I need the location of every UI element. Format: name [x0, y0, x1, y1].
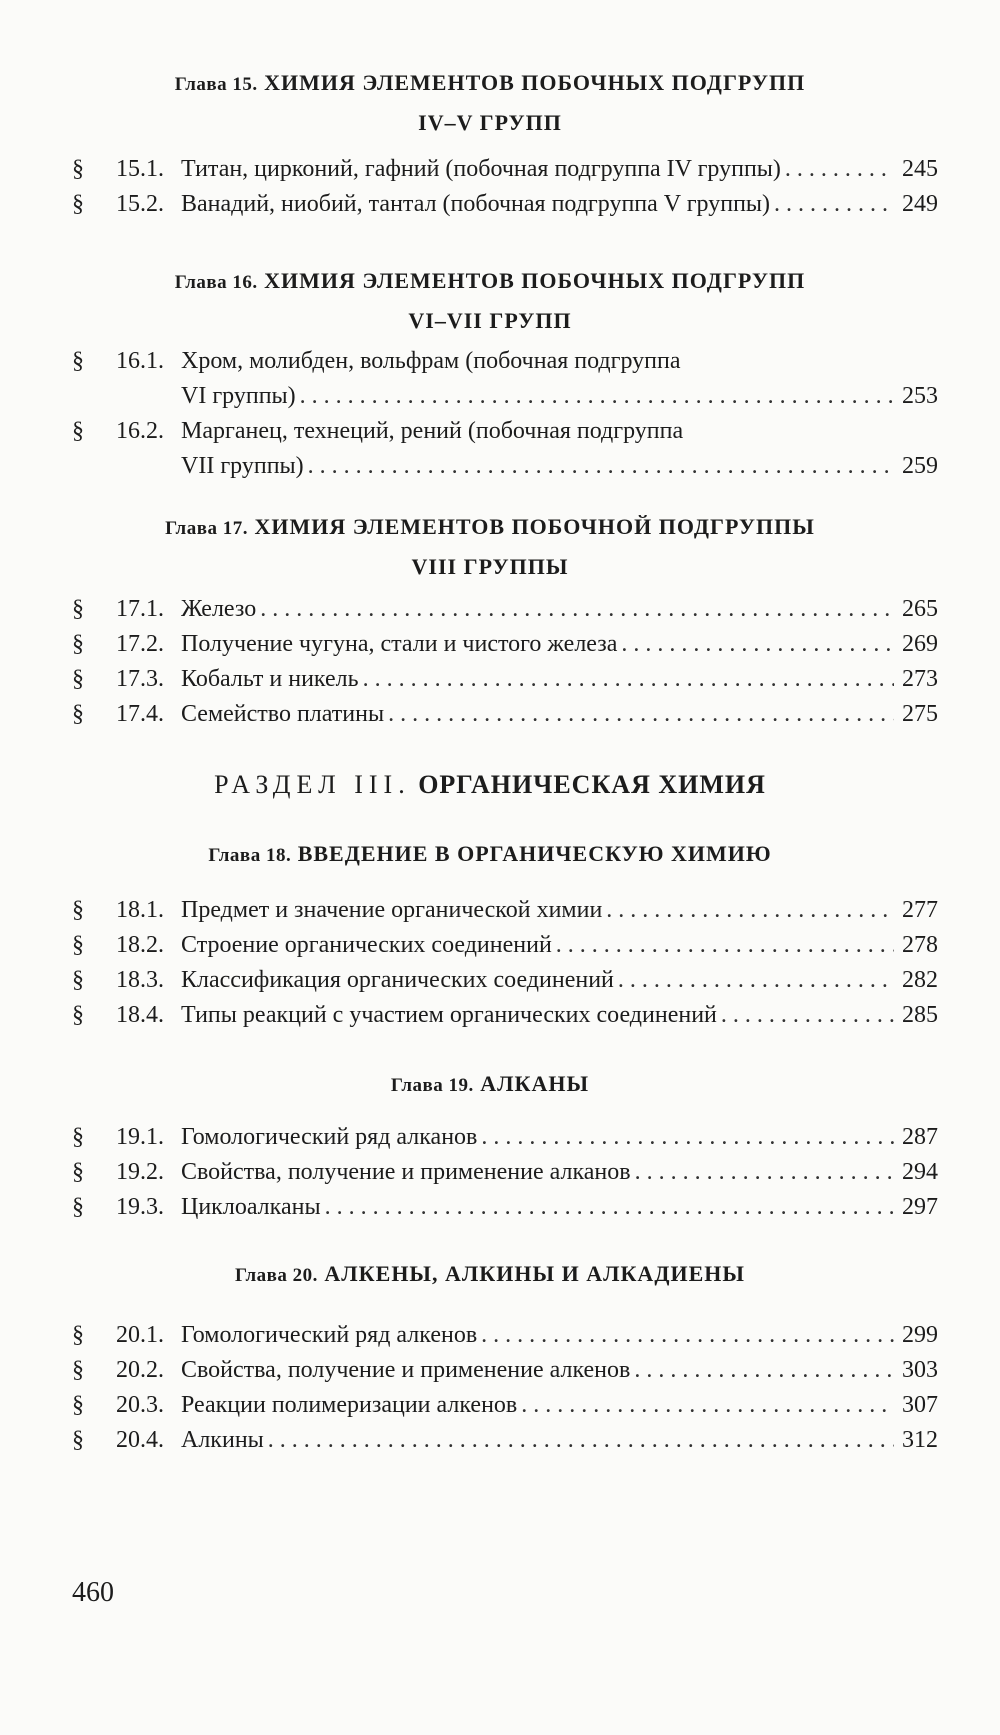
chapter-16-title-line1 [100, 262, 880, 302]
section-symbol: § [72, 1322, 84, 1348]
toc-entry[interactable] [72, 1120, 938, 1155]
section-symbol: § [72, 932, 84, 958]
entry-number: 20.4. [116, 1427, 164, 1453]
toc-entry[interactable] [72, 963, 938, 998]
toc-entry[interactable] [72, 152, 938, 187]
chapter-15-prefix: Глава 15. [174, 74, 258, 95]
entry-title: Кобальт и никель [181, 666, 359, 692]
entry-page: 287 [902, 1124, 938, 1150]
chapter-16-heading [100, 262, 880, 340]
section-symbol: § [72, 666, 84, 692]
leader-dots [618, 963, 894, 998]
toc-entry[interactable] [72, 1190, 938, 1225]
toc-entry[interactable] [72, 662, 938, 697]
entry-number: 20.1. [116, 1322, 164, 1348]
chapter-17-title-line1 [100, 508, 880, 548]
entry-title: Хром, молибден, вольфрам (побочная подгруппа [181, 348, 681, 374]
leader-dots [606, 893, 894, 928]
entry-number: 17.2. [116, 631, 164, 657]
chapter-15-title: ХИМИЯ ЭЛЕМЕНТОВ ПОБОЧНЫХ ПОДГРУПП [264, 70, 806, 95]
leader-dots [621, 627, 894, 662]
part-title: ОРГАНИЧЕСКАЯ ХИМИЯ [418, 770, 766, 799]
toc-entry[interactable] [72, 928, 938, 963]
toc-entry[interactable] [72, 1318, 938, 1353]
entry-number: 18.2. [116, 932, 164, 958]
section-symbol: § [72, 596, 84, 622]
leader-dots [721, 998, 894, 1033]
chapter-16-prefix: Глава 16. [174, 272, 258, 293]
entry-page: 303 [902, 1357, 938, 1383]
leader-dots [634, 1353, 894, 1388]
toc-entry[interactable] [72, 344, 938, 414]
entry-page: 278 [902, 932, 938, 958]
entry-number: 18.3. [116, 967, 164, 993]
chapter-17-heading [100, 508, 880, 586]
entry-page: 307 [902, 1392, 938, 1418]
entry-number: 15.2. [116, 191, 164, 217]
leader-dots [363, 662, 894, 697]
section-symbol: § [72, 418, 84, 444]
leader-dots [325, 1190, 894, 1225]
entry-title: Строение органических соединений [181, 932, 552, 958]
entry-page: 277 [902, 897, 938, 923]
part-heading [100, 765, 880, 805]
chapter-16-title: ХИМИЯ ЭЛЕМЕНТОВ ПОБОЧНЫХ ПОДГРУПП [264, 268, 806, 293]
entry-title: Гомологический ряд алканов [181, 1124, 478, 1150]
section-symbol: § [72, 191, 84, 217]
entry-title: Свойства, получение и применение алкенов [181, 1357, 631, 1383]
entry-title: Классификация органических соединений [181, 967, 614, 993]
leader-dots [308, 449, 894, 484]
section-symbol: § [72, 156, 84, 182]
section-symbol: § [72, 1194, 84, 1220]
entry-page: 299 [902, 1322, 938, 1348]
entry-page: 282 [902, 967, 938, 993]
section-symbol: § [72, 897, 84, 923]
section-symbol: § [72, 1002, 84, 1028]
chapter-17-title-line2: VIII ГРУППЫ [411, 554, 569, 579]
section-symbol: § [72, 1427, 84, 1453]
section-symbol: § [72, 1357, 84, 1383]
chapter-15-title-line1 [100, 64, 880, 104]
entry-title: Получение чугуна, стали и чистого железа [181, 631, 618, 657]
toc-entry[interactable] [72, 893, 938, 928]
toc-entry[interactable] [72, 1423, 938, 1458]
section-symbol: § [72, 631, 84, 657]
entry-page: 312 [902, 1427, 938, 1453]
entry-page: 265 [902, 596, 938, 622]
toc-entry[interactable] [72, 187, 938, 222]
chapter-20-entries [72, 1318, 938, 1458]
section-symbol: § [72, 348, 84, 374]
entry-page: 297 [902, 1194, 938, 1220]
chapter-20-prefix: Глава 20. [235, 1265, 318, 1286]
entry-page: 259 [902, 453, 938, 479]
entry-number: 16.2. [116, 418, 164, 444]
entry-number: 17.3. [116, 666, 164, 692]
entry-title: Железо [181, 596, 257, 622]
entry-title: Типы реакций с участием органических соединений [181, 1002, 717, 1028]
leader-dots [556, 928, 894, 963]
entry-title: Предмет и значение органической химии [181, 897, 603, 923]
chapter-16-entries [72, 344, 938, 484]
chapter-19-heading [100, 1065, 880, 1105]
leader-dots [635, 1155, 894, 1190]
chapter-19-title-line1 [100, 1065, 880, 1105]
chapter-17-prefix: Глава 17. [165, 518, 248, 539]
entry-page: 294 [902, 1159, 938, 1185]
toc-entry[interactable] [72, 414, 938, 484]
leader-dots [481, 1318, 894, 1353]
entry-number: 18.4. [116, 1002, 164, 1028]
chapter-15-entries [72, 152, 938, 222]
entry-title: Марганец, технеций, рений (побочная подгруппа [181, 418, 684, 444]
entry-title-continuation: VII группы) [181, 453, 304, 479]
leader-dots [260, 592, 894, 627]
page-number: 460 [72, 1577, 114, 1608]
entry-number: 20.3. [116, 1392, 164, 1418]
section-symbol: § [72, 1392, 84, 1418]
chapter-20-title: АЛКЕНЫ, АЛКИНЫ И АЛКАДИЕНЫ [324, 1261, 745, 1286]
toc-entry[interactable] [72, 697, 938, 732]
toc-entry[interactable] [72, 592, 938, 627]
entry-title: Алкины [181, 1427, 264, 1453]
chapter-18-entries [72, 893, 938, 1033]
entry-number: 19.3. [116, 1194, 164, 1220]
leader-dots [300, 379, 894, 414]
entry-title: Ванадий, ниобий, тантал (побочная подгруппа V группы) [181, 191, 771, 217]
leader-dots [521, 1388, 894, 1423]
chapter-16-title-line2: VI–VII ГРУПП [408, 308, 572, 333]
entry-page: 269 [902, 631, 938, 657]
toc-entry[interactable] [72, 1388, 938, 1423]
section-symbol: § [72, 1124, 84, 1150]
toc-entry[interactable] [72, 1155, 938, 1190]
toc-entry[interactable] [72, 627, 938, 662]
chapter-20-title-line1 [100, 1255, 880, 1295]
section-symbol: § [72, 701, 84, 727]
leader-dots [388, 697, 894, 732]
entry-number: 18.1. [116, 897, 164, 923]
entry-title: Циклоалканы [181, 1194, 321, 1220]
entry-number: 17.4. [116, 701, 164, 727]
entry-number: 15.1. [116, 156, 164, 182]
entry-title: Гомологический ряд алкенов [181, 1322, 478, 1348]
entry-title: Семейство платины [181, 701, 385, 727]
entry-title: Реакции полимеризации алкенов [181, 1392, 518, 1418]
entry-page: 245 [902, 156, 938, 182]
toc-entry[interactable] [72, 998, 938, 1033]
chapter-19-entries [72, 1120, 938, 1225]
section-symbol: § [72, 967, 84, 993]
chapter-19-prefix: Глава 19. [390, 1075, 474, 1096]
chapter-18-heading [100, 835, 880, 875]
entry-page: 285 [902, 1002, 938, 1028]
entry-number: 19.1. [116, 1124, 164, 1150]
entry-page: 273 [902, 666, 938, 692]
chapter-17-entries [72, 592, 938, 732]
entry-title: Титан, цирконий, гафний (побочная подгруппа IV группы) [181, 156, 781, 182]
chapter-18-title: ВВЕДЕНИЕ В ОРГАНИЧЕСКУЮ ХИМИЮ [297, 841, 772, 866]
chapter-19-title: АЛКАНЫ [480, 1071, 590, 1096]
entry-number: 17.1. [116, 596, 164, 622]
part-label: РАЗДЕЛ III. [214, 770, 411, 799]
entry-page: 249 [902, 191, 938, 217]
leader-dots [481, 1120, 894, 1155]
entry-title: Свойства, получение и применение алканов [181, 1159, 631, 1185]
entry-page: 275 [902, 701, 938, 727]
toc-entry[interactable] [72, 1353, 938, 1388]
chapter-15-title-line2: IV–V ГРУПП [418, 110, 562, 135]
entry-number: 19.2. [116, 1159, 164, 1185]
leader-dots [785, 152, 894, 187]
chapter-18-title-line1 [100, 835, 880, 875]
entry-number: 16.1. [116, 348, 164, 374]
entry-page: 253 [902, 383, 938, 409]
chapter-20-heading [100, 1255, 880, 1295]
leader-dots [268, 1423, 894, 1458]
chapter-17-title: ХИМИЯ ЭЛЕМЕНТОВ ПОБОЧНОЙ ПОДГРУППЫ [254, 514, 815, 539]
entry-title-continuation: VI группы) [181, 383, 296, 409]
section-symbol: § [72, 1159, 84, 1185]
leader-dots [774, 187, 894, 222]
entry-number: 20.2. [116, 1357, 164, 1383]
chapter-18-prefix: Глава 18. [208, 845, 292, 866]
chapter-15-heading [100, 64, 880, 142]
